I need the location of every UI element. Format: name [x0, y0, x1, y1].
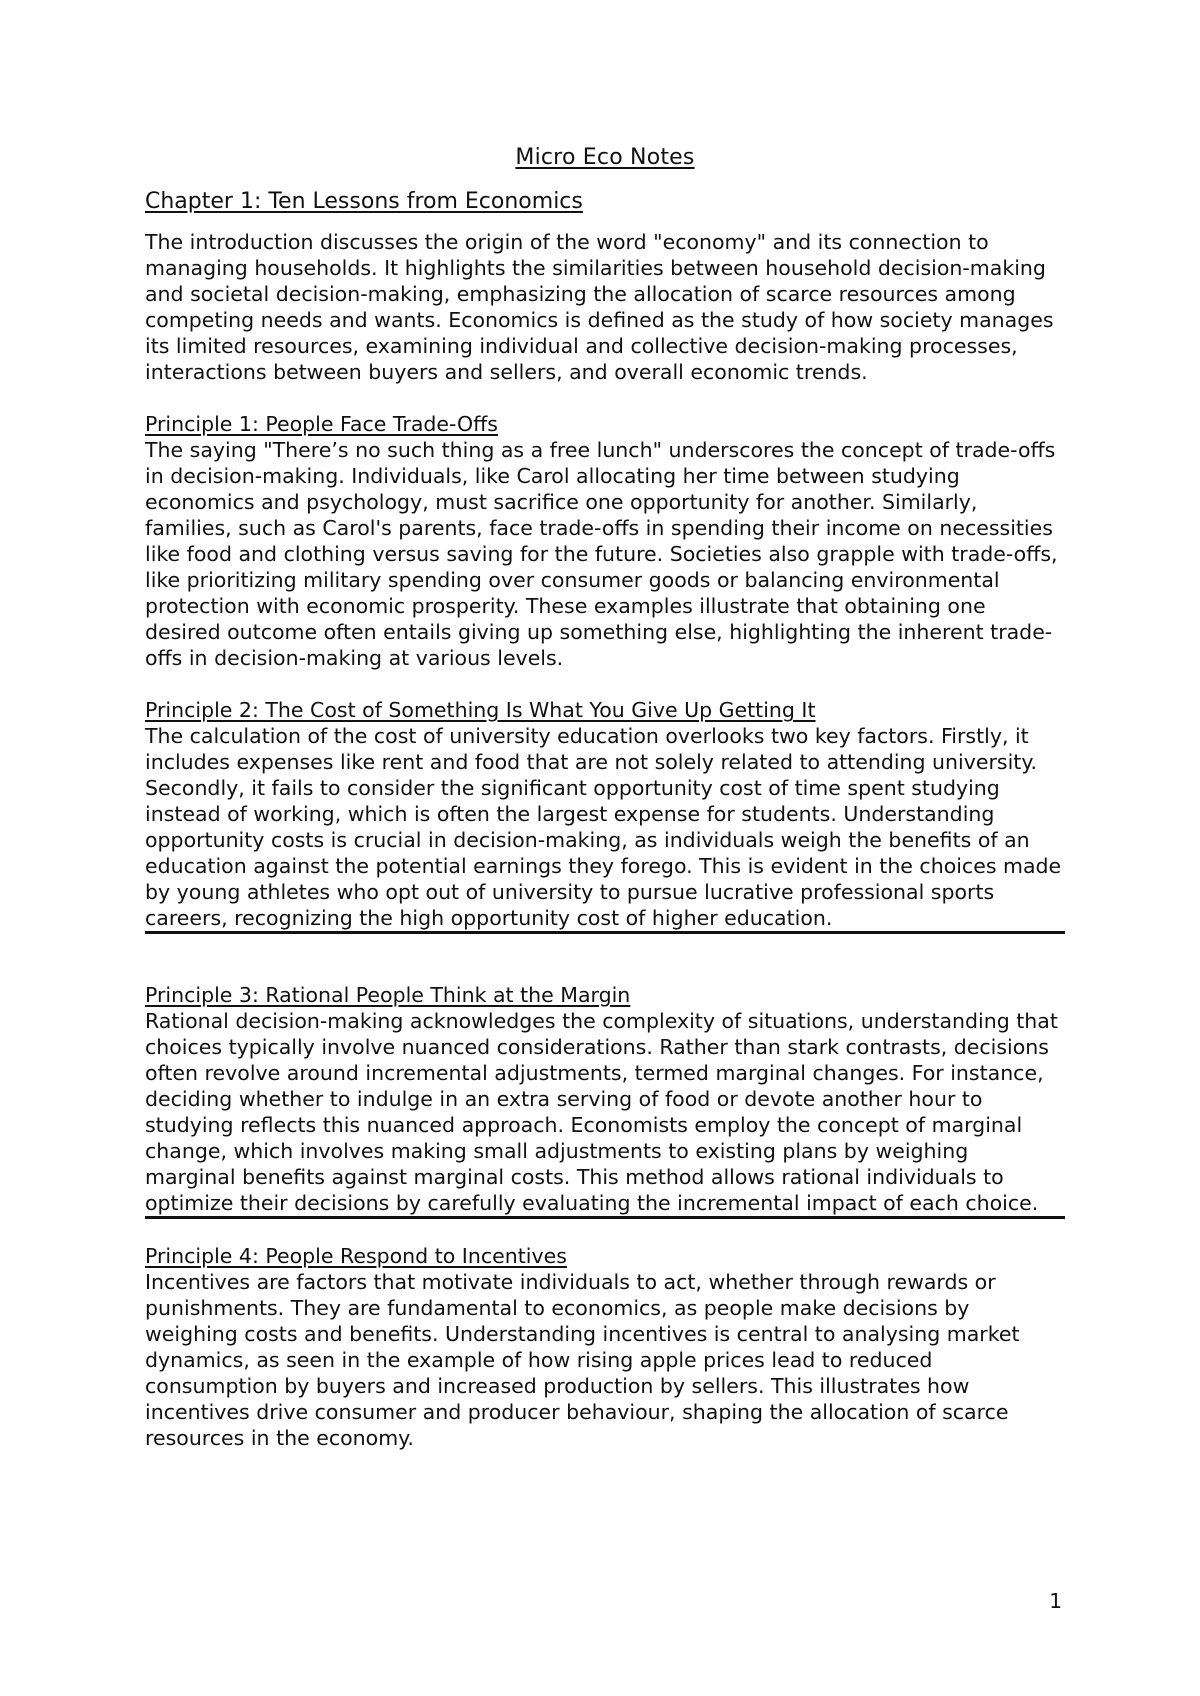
principle-4-heading: Principle 4: People Respond to Incentives: [145, 1244, 567, 1268]
document-title: Micro Eco Notes: [515, 145, 695, 170]
principle-1-section: [145, 411, 1065, 671]
principle-2-section: [145, 697, 1065, 934]
principle-2-heading: Principle 2: The Cost of Something Is What You Give Up Getting It: [145, 698, 816, 722]
intro-paragraph: The introduction discusses the origin of the word "economy" and its connection to managing households. It highlights the similarities between household decision-making and societal decision-making, emphasizing the allocation of scarce resources among competing needs and wants. Economics is defined as the study of how society manages its limited resources, examining individual and collective decision-making processes, interactions between buyers and sellers, and overall economic trends.: [145, 230, 1054, 384]
chapter-title: Chapter 1: Ten Lessons from Economics: [145, 189, 583, 214]
principle-1-body: The saying "There’s no such thing as a free lunch" underscores the concept of trade-offs in decision-making. Individuals, like Carol allocating her time between studying economics and psychology, must sacrifice one opportunity for another. Similarly, families, such as Carol's parents, face trade-offs in spending their income on necessities like food and clothing versus saving for the future. Societies also grapple with trade-offs, like prioritizing military spending over consumer goods or balancing environmental protection with economic prosperity. These examples illustrate that obtaining one desired outcome often entails giving up something else, highlighting the inherent trade-offs in decision-making at various levels.: [145, 438, 1058, 670]
principle-1-heading: Principle 1: People Face Trade-Offs: [145, 412, 498, 436]
principle-3-section: [145, 982, 1065, 1219]
principle-3-heading: Principle 3: Rational People Think at the Margin: [145, 983, 631, 1007]
page-content: [145, 142, 1065, 1451]
section-divider: [145, 931, 1065, 934]
principle-3-body: Rational decision-making acknowledges the complexity of situations, understanding that choices typically involve nuanced considerations. Rather than stark contrasts, decisions often revolve around incremental adjustments, termed marginal changes. For instance, deciding whether to indulge in an extra serving of food or devote another hour to studying reflects this nuanced approach. Economists employ the concept of marginal change, which involves making small adjustments to existing plans by weighing marginal benefits against marginal costs. This method allows rational individuals to optimize their decisions by carefully evaluating the incremental impact of each choice.: [145, 1009, 1058, 1215]
principle-4-section: [145, 1243, 1065, 1451]
principle-2-body: The calculation of the cost of university education overlooks two key factors. Firstly, it includes expenses like rent and food that are not solely related to attending university. Secondly, it fails to consider the significant opportunity cost of time spent studying instead of working, which is often the largest expense for students. Understanding opportunity costs is crucial in decision-making, as individuals weigh the benefits of an education against the potential earnings they forego. This is evident in the choices made by young athletes who opt out of university to pursue lucrative professional sports careers, recognizing the high opportunity cost of higher education.: [145, 724, 1062, 930]
principle-4-body: Incentives are factors that motivate individuals to act, whether through rewards or punishments. They are fundamental to economics, as people make decisions by weighing costs and benefits. Understanding incentives is central to analysing market dynamics, as seen in the example of how rising apple prices lead to reduced consumption by buyers and increased production by sellers. This illustrates how incentives drive consumer and producer behaviour, shaping the allocation of scarce resources in the economy.: [145, 1270, 1020, 1450]
section-divider: [145, 1216, 1065, 1219]
page-number: 1: [1049, 1589, 1062, 1613]
